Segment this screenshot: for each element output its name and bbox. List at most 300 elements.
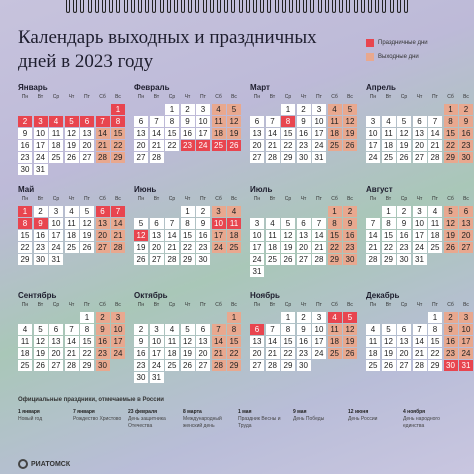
weekday-label: Чт [184, 302, 191, 308]
days-grid [366, 206, 474, 276]
day-cell: 14 [165, 230, 179, 241]
day-cell: 9 [18, 128, 32, 139]
day-cell: 29 [18, 254, 32, 265]
weekday-label: Вс [231, 302, 237, 308]
month-name: Июнь [134, 185, 157, 194]
weekend-day-cell: 12 [343, 324, 357, 335]
binder-ring [88, 0, 92, 13]
weekday-header [134, 196, 244, 206]
binder-ring [303, 0, 307, 13]
binder-ring [210, 0, 214, 13]
month-name: Ноябрь [250, 291, 280, 300]
weekend-day-cell: 22 [444, 140, 458, 151]
day-cell: 11 [428, 218, 442, 229]
day-cell: 15 [165, 128, 179, 139]
weekend-day-cell: 27 [459, 242, 473, 253]
binder-rings [0, 0, 474, 14]
day-cell: 18 [49, 140, 63, 151]
weekend-day-cell: 12 [444, 218, 458, 229]
day-cell: 22 [165, 140, 179, 151]
day-cell: 30 [297, 360, 311, 371]
binder-ring [80, 0, 84, 13]
official-holiday [73, 409, 125, 423]
day-cell: 22 [80, 348, 94, 359]
day-cell: 14 [266, 128, 280, 139]
day-cell: 11 [18, 336, 32, 347]
binder-ring [296, 0, 300, 13]
day-cell: 10 [312, 116, 326, 127]
day-cell: 20 [80, 140, 94, 151]
weekday-label: Сб [215, 94, 222, 100]
weekday-label: Ср [52, 196, 60, 202]
binder-ring [260, 0, 264, 13]
weekday-label: Пн [253, 196, 261, 202]
day-cell: 30 [34, 254, 48, 265]
weekday-label: Пн [21, 94, 29, 100]
holiday-day-cell: 6 [80, 116, 94, 127]
weekday-header [18, 196, 128, 206]
day-cell: 21 [413, 348, 427, 359]
weekend-day-cell: 20 [96, 230, 110, 241]
binder-ring [138, 0, 142, 13]
day-cell: 8 [165, 116, 179, 127]
day-cell: 21 [65, 348, 79, 359]
weekday-label: Пт [200, 302, 206, 308]
day-cell: 25 [266, 254, 280, 265]
weekday-label: Вт [385, 302, 392, 308]
day-cell: 12 [397, 128, 411, 139]
day-cell: 30 [18, 164, 32, 175]
day-cell: 8 [80, 324, 94, 335]
holiday-day-cell: 11 [227, 218, 241, 229]
day-cell: 23 [18, 152, 32, 163]
day-cell: 20 [134, 140, 148, 151]
weekday-header [250, 302, 360, 312]
weekday-label: Вт [269, 94, 276, 100]
day-cell: 24 [312, 140, 326, 151]
day-cell: 24 [34, 152, 48, 163]
binder-ring [131, 0, 135, 13]
weekend-day-cell: 25 [328, 348, 342, 359]
weekend-day-cell: 2 [96, 312, 110, 323]
day-cell: 18 [382, 140, 396, 151]
weekend-day-cell: 14 [96, 128, 110, 139]
weekend-day-cell: 29 [227, 360, 241, 371]
day-cell: 2 [34, 206, 48, 217]
day-cell: 18 [165, 348, 179, 359]
day-cell: 29 [382, 254, 396, 265]
day-cell: 9 [134, 336, 148, 347]
day-cell: 7 [165, 218, 179, 229]
logo [18, 459, 70, 469]
day-cell: 22 [428, 348, 442, 359]
day-cell: 14 [413, 336, 427, 347]
day-cell: 24 [413, 242, 427, 253]
holiday-day-cell: 7 [96, 116, 110, 127]
day-cell: 19 [134, 242, 148, 253]
official-holiday [348, 409, 400, 423]
day-cell: 23 [397, 242, 411, 253]
day-cell: 27 [196, 360, 210, 371]
day-cell: 3 [49, 206, 63, 217]
day-cell: 6 [297, 218, 311, 229]
day-cell: 25 [18, 360, 32, 371]
weekday-label: Ср [400, 196, 408, 202]
day-cell: 13 [134, 128, 148, 139]
day-cell: 7 [266, 116, 280, 127]
day-cell: 31 [49, 254, 63, 265]
day-cell: 25 [428, 242, 442, 253]
weekday-label: Вс [347, 302, 353, 308]
weekend-day-cell: 28 [96, 152, 110, 163]
day-cell: 7 [366, 218, 380, 229]
binder-ring [116, 0, 120, 13]
day-cell: 27 [413, 152, 427, 163]
weekday-header [250, 196, 360, 206]
month [250, 184, 360, 276]
day-cell: 14 [312, 230, 326, 241]
weekend-day-cell: 17 [212, 230, 226, 241]
weekday-label: Чт [300, 196, 307, 202]
day-cell: 10 [34, 128, 48, 139]
weekday-label: Пт [432, 94, 438, 100]
binder-ring [109, 0, 113, 13]
day-cell: 30 [134, 372, 148, 383]
day-cell: 13 [413, 128, 427, 139]
weekend-day-cell: 23 [444, 348, 458, 359]
days-grid [134, 206, 244, 276]
day-cell: 9 [297, 116, 311, 127]
legend-holiday [366, 36, 428, 50]
day-cell: 17 [150, 348, 164, 359]
day-cell: 1 [281, 312, 295, 323]
weekend-day-cell: 15 [227, 336, 241, 347]
day-cell: 14 [150, 128, 164, 139]
weekend-day-cell: 24 [212, 242, 226, 253]
weekend-day-cell: 16 [343, 230, 357, 241]
holiday-swatch [366, 39, 374, 47]
binder-ring [390, 0, 394, 13]
weekend-day-cell: 1 [227, 312, 241, 323]
footer-heading: Официальные праздники, отмечаемые в России [18, 397, 164, 403]
weekday-label: Пт [432, 196, 438, 202]
day-cell: 5 [134, 218, 148, 229]
day-cell: 28 [150, 152, 164, 163]
day-cell: 13 [150, 230, 164, 241]
day-cell: 28 [266, 152, 280, 163]
month [366, 290, 474, 382]
binder-ring [282, 0, 286, 13]
day-cell: 27 [397, 360, 411, 371]
day-cell: 17 [366, 140, 380, 151]
day-cell: 31 [34, 164, 48, 175]
holiday-day-cell: 2 [18, 116, 32, 127]
weekday-label: Ср [400, 94, 408, 100]
weekend-day-cell: 21 [96, 140, 110, 151]
holiday-name: День народного единства [403, 416, 440, 429]
weekday-label: Сб [99, 196, 106, 202]
weekend-day-cell: 12 [343, 116, 357, 127]
binder-ring [253, 0, 257, 13]
weekend-day-cell: 4 [227, 206, 241, 217]
weekday-label: Пн [137, 196, 145, 202]
weekend-day-cell: 22 [111, 140, 125, 151]
month [18, 82, 128, 174]
weekend-day-cell: 29 [444, 152, 458, 163]
day-cell: 13 [49, 336, 63, 347]
holiday-day-cell: 25 [212, 140, 226, 151]
day-cell: 1 [181, 206, 195, 217]
month-name: Июль [250, 185, 273, 194]
day-cell: 2 [397, 206, 411, 217]
day-cell: 18 [65, 230, 79, 241]
weekend-day-cell: 8 [444, 116, 458, 127]
day-cell: 3 [413, 206, 427, 217]
holiday-day-cell: 9 [34, 218, 48, 229]
day-cell: 29 [181, 254, 195, 265]
day-cell: 3 [250, 218, 264, 229]
weekend-day-cell: 25 [227, 242, 241, 253]
days-grid [18, 104, 128, 174]
weekend-day-cell: 4 [328, 104, 342, 115]
day-cell: 16 [297, 128, 311, 139]
binder-ring [267, 0, 271, 13]
day-cell: 28 [266, 360, 280, 371]
day-cell: 15 [382, 230, 396, 241]
binder-ring [203, 0, 207, 13]
weekday-label: Сб [99, 94, 106, 100]
day-cell: 19 [397, 140, 411, 151]
day-cell: 26 [134, 254, 148, 265]
holiday-day-cell: 26 [227, 140, 241, 151]
weekend-day-cell: 7 [212, 324, 226, 335]
weekday-header [134, 94, 244, 104]
day-cell: 10 [150, 336, 164, 347]
holiday-name: Международный женский день [183, 416, 222, 429]
day-cell: 4 [165, 324, 179, 335]
weekday-label: Вт [37, 196, 44, 202]
day-cell: 16 [34, 230, 48, 241]
weekend-day-cell: 2 [459, 104, 473, 115]
day-cell: 24 [49, 242, 63, 253]
weekday-label: Пн [369, 302, 377, 308]
weekday-label: Сб [331, 302, 338, 308]
day-cell: 10 [250, 230, 264, 241]
holiday-date: 4 ноября [403, 409, 426, 415]
holiday-day-cell: 1 [18, 206, 32, 217]
month-name: Декабрь [366, 291, 400, 300]
day-cell: 12 [181, 336, 195, 347]
weekend-day-cell: 25 [328, 140, 342, 151]
day-cell: 29 [80, 360, 94, 371]
day-cell: 31 [250, 266, 264, 277]
weekend-day-cell: 26 [444, 242, 458, 253]
day-cell: 26 [80, 242, 94, 253]
weekend-day-cell: 9 [444, 324, 458, 335]
holiday-day-cell: 8 [111, 116, 125, 127]
binder-ring [95, 0, 99, 13]
weekday-label: Вт [269, 196, 276, 202]
weekday-header [250, 94, 360, 104]
day-cell: 17 [49, 230, 63, 241]
day-cell: 8 [382, 218, 396, 229]
binder-ring [167, 0, 171, 13]
weekend-day-cell: 29 [328, 254, 342, 265]
day-cell: 19 [34, 348, 48, 359]
day-cell: 8 [281, 324, 295, 335]
holiday-name: Рождество Христово [73, 416, 122, 422]
day-cell: 6 [49, 324, 63, 335]
legend-holiday-label: Праздничные дни [378, 40, 428, 46]
day-cell: 21 [266, 348, 280, 359]
weekend-day-cell: 8 [227, 324, 241, 335]
day-cell: 3 [196, 104, 210, 115]
weekend-day-cell: 18 [328, 128, 342, 139]
day-cell: 22 [18, 242, 32, 253]
weekend-day-cell: 3 [111, 312, 125, 323]
holiday-day-cell: 8 [281, 116, 295, 127]
binder-ring [124, 0, 128, 13]
weekend-day-cell: 19 [444, 230, 458, 241]
weekday-label: Вс [347, 196, 353, 202]
day-cell: 1 [281, 104, 295, 115]
binder-ring [339, 0, 343, 13]
official-holiday [403, 409, 455, 430]
day-cell: 21 [266, 140, 280, 151]
day-cell: 24 [250, 254, 264, 265]
binder-ring [181, 0, 185, 13]
day-cell: 27 [250, 360, 264, 371]
weekday-label: Ср [284, 94, 292, 100]
day-cell: 13 [196, 336, 210, 347]
weekend-day-cell: 20 [459, 230, 473, 241]
holiday-date: 9 мая [293, 409, 307, 415]
weekday-label: Чт [300, 302, 307, 308]
day-cell: 20 [196, 348, 210, 359]
day-cell: 17 [250, 242, 264, 253]
day-cell: 21 [165, 242, 179, 253]
day-cell: 14 [266, 336, 280, 347]
day-cell: 23 [134, 360, 148, 371]
day-cell: 5 [281, 218, 295, 229]
weekend-day-cell: 14 [111, 218, 125, 229]
official-holiday [128, 409, 180, 430]
holiday-day-cell: 12 [134, 230, 148, 241]
day-cell: 17 [34, 140, 48, 151]
weekday-label: Пн [369, 196, 377, 202]
day-cell: 13 [297, 230, 311, 241]
day-cell: 31 [150, 372, 164, 383]
holiday-day-cell: 5 [65, 116, 79, 127]
official-holiday [293, 409, 345, 423]
weekday-label: Сб [447, 196, 454, 202]
weekday-label: Ср [284, 302, 292, 308]
day-cell: 9 [196, 218, 210, 229]
day-cell: 1 [165, 104, 179, 115]
day-cell: 30 [196, 254, 210, 265]
holiday-day-cell: 23 [181, 140, 195, 151]
weekday-label: Чт [184, 94, 191, 100]
month [18, 290, 128, 382]
day-cell: 23 [196, 242, 210, 253]
binder-ring [217, 0, 221, 13]
binder-ring [368, 0, 372, 13]
legend-weekend-label: Выходные дни [378, 54, 419, 60]
day-cell: 17 [413, 230, 427, 241]
weekend-day-cell: 21 [111, 230, 125, 241]
weekday-header [366, 302, 474, 312]
weekday-label: Чт [416, 302, 423, 308]
day-cell: 2 [134, 324, 148, 335]
weekday-label: Вт [153, 196, 160, 202]
weekend-day-cell: 8 [328, 218, 342, 229]
day-cell: 26 [181, 360, 195, 371]
day-cell: 1 [80, 312, 94, 323]
holiday-name: День России [348, 416, 378, 422]
weekday-label: Вт [153, 302, 160, 308]
weekday-label: Пт [316, 94, 322, 100]
day-cell: 29 [428, 360, 442, 371]
binder-ring [325, 0, 329, 13]
day-cell: 4 [366, 324, 380, 335]
day-cell: 27 [150, 254, 164, 265]
binder-ring [310, 0, 314, 13]
day-cell: 24 [150, 360, 164, 371]
days-grid [18, 312, 128, 382]
weekday-label: Ср [400, 302, 408, 308]
day-cell: 5 [34, 324, 48, 335]
weekend-day-cell: 19 [227, 128, 241, 139]
day-cell: 6 [150, 218, 164, 229]
day-cell: 28 [165, 254, 179, 265]
weekend-day-cell: 29 [111, 152, 125, 163]
day-cell: 17 [196, 128, 210, 139]
day-cell: 27 [80, 152, 94, 163]
day-cell: 7 [65, 324, 79, 335]
binder-ring [195, 0, 199, 13]
day-cell: 13 [80, 128, 94, 139]
legend [366, 36, 428, 64]
day-cell: 4 [65, 206, 79, 217]
day-cell: 29 [281, 360, 295, 371]
day-cell: 28 [428, 152, 442, 163]
day-cell: 14 [428, 128, 442, 139]
weekend-day-cell: 30 [459, 152, 473, 163]
day-cell: 19 [382, 348, 396, 359]
days-grid [366, 104, 474, 174]
holiday-date: 1 января [18, 409, 40, 415]
weekend-day-cell: 10 [111, 324, 125, 335]
binder-ring [224, 0, 228, 13]
day-cell: 19 [65, 140, 79, 151]
day-cell: 22 [281, 348, 295, 359]
day-cell: 11 [165, 336, 179, 347]
month-name: Октябрь [134, 291, 168, 300]
day-cell: 28 [413, 360, 427, 371]
day-cell: 5 [397, 116, 411, 127]
day-cell: 11 [366, 336, 380, 347]
weekend-day-cell: 9 [343, 218, 357, 229]
weekend-day-cell: 22 [227, 348, 241, 359]
weekend-day-cell: 17 [111, 336, 125, 347]
days-grid [134, 312, 244, 382]
binder-ring [145, 0, 149, 13]
holiday-name: День защитника Отечества [128, 416, 166, 429]
day-cell: 19 [281, 242, 295, 253]
day-cell: 27 [49, 360, 63, 371]
month-name: Август [366, 185, 393, 194]
holiday-name: Новый год [18, 416, 43, 422]
